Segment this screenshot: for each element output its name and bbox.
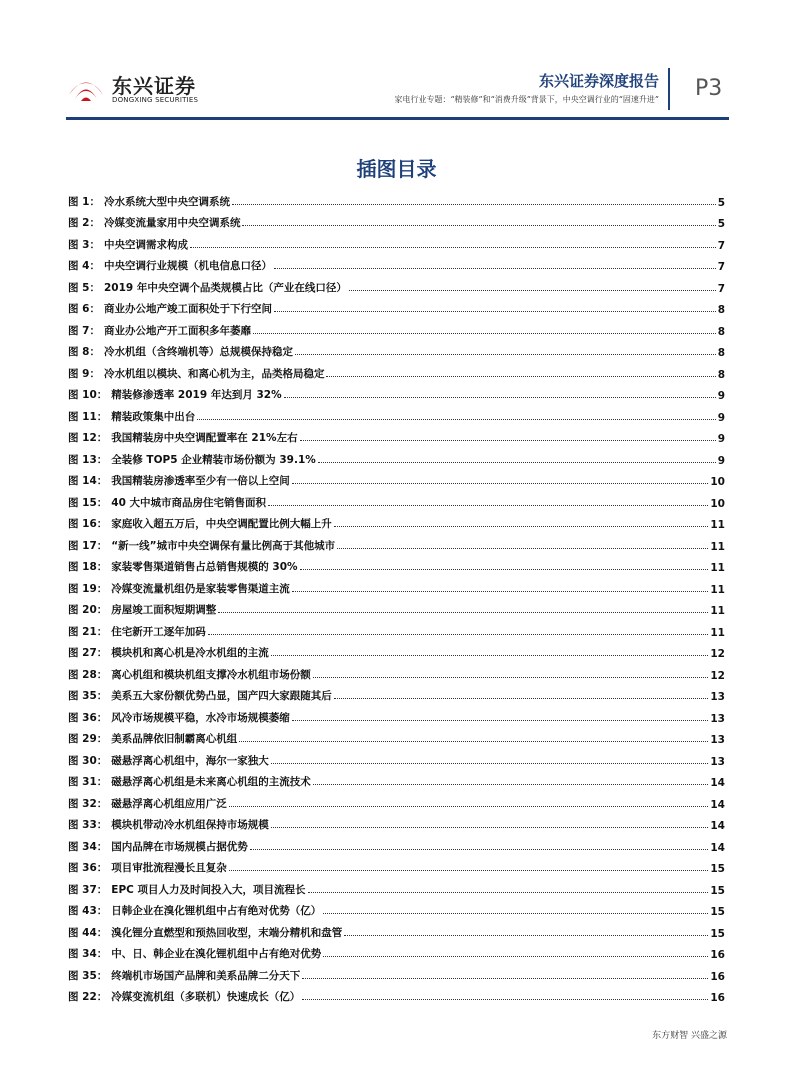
toc-entry[interactable] (68, 725, 725, 747)
dongxing-logo-icon (66, 68, 106, 102)
toc-entry[interactable] (68, 488, 725, 510)
toc-entry-label: 图 33： (68, 819, 108, 831)
toc-dot-leader (344, 935, 708, 936)
toc-dot-leader (208, 634, 709, 635)
toc-entry-title: 中央空调行业规模（机电信息口径） (103, 260, 272, 272)
toc-entry-page: 15 (710, 863, 725, 875)
toc-entry[interactable] (68, 187, 725, 209)
toc-entry-label: 图 29： (68, 733, 108, 745)
toc-entry-title: 住宅新开工逐年加码 (111, 625, 206, 638)
toc-dot-leader (274, 268, 716, 269)
toc-dot-leader (323, 956, 708, 957)
toc-entry-title: 冷水系统大型中央空调系统 (103, 195, 230, 208)
toc-entry-title: 日韩企业在溴化锂机组中占有绝对优势（亿） (111, 905, 322, 917)
toc-entry-title: 房屋竣工面积短期调整 (111, 604, 217, 616)
toc-entry-label: 图 31： (68, 776, 108, 788)
toc-dot-leader (334, 526, 709, 527)
toc-entry-label: 图 16： (68, 518, 108, 530)
toc-entry-label: 图 34： (68, 948, 108, 960)
toc-entry[interactable] (68, 467, 725, 489)
toc-entry-title: 我国精装房渗透率至少有一倍以上空间 (111, 475, 290, 487)
toc-entry-page: 15 (710, 927, 725, 940)
toc-dot-leader (334, 698, 709, 699)
toc-entry-label: 图 34： (68, 840, 108, 853)
toc-entry-page: 8 (717, 304, 725, 316)
figure-list (68, 187, 725, 1004)
toc-entry-page: 9 (717, 433, 725, 445)
toc-entry-page: 9 (717, 411, 725, 424)
toc-entry[interactable] (68, 381, 725, 403)
toc-entry-label: 图 12： (68, 432, 108, 444)
toc-entry[interactable] (68, 940, 725, 962)
toc-entry[interactable] (68, 209, 725, 231)
toc-entry-title: 国内品牌在市场规模占据优势 (111, 840, 248, 853)
toc-entry[interactable] (68, 854, 725, 876)
toc-entry-title: 冷媒变流量家用中央空调系统 (103, 217, 241, 229)
toc-entry-label: 图 4： (68, 260, 100, 272)
report-title: 东兴证券深度报告 (538, 72, 659, 90)
toc-entry[interactable] (68, 338, 725, 360)
toc-entry-page: 13 (710, 691, 725, 703)
toc-entry[interactable] (68, 230, 725, 252)
toc-entry-title: 风冷市场规模平稳，水冷市场规模萎缩 (111, 711, 290, 724)
toc-dot-leader (292, 720, 709, 721)
toc-dot-leader (300, 440, 716, 441)
toc-dot-leader (271, 655, 709, 656)
toc-entry-page: 14 (710, 777, 725, 789)
toc-entry-title: 精装政策集中出台 (111, 410, 196, 423)
toc-entry-page: 11 (710, 583, 725, 596)
toc-dot-leader (326, 376, 715, 377)
toc-entry-label: 图 6： (68, 303, 100, 315)
toc-entry[interactable] (68, 316, 725, 338)
toc-entry-label: 图 21： (68, 625, 108, 638)
toc-entry-label: 图 32： (68, 797, 108, 810)
toc-entry[interactable] (68, 252, 725, 274)
toc-dot-leader (274, 311, 716, 312)
toc-entry-page: 14 (710, 820, 725, 832)
toc-entry-title: 终端机市场国产品牌和美系品牌二分天下 (111, 969, 301, 982)
toc-dot-leader (308, 892, 709, 893)
toc-entry[interactable] (68, 768, 725, 790)
toc-dot-leader (292, 591, 709, 592)
toc-entry-page: 14 (710, 841, 725, 854)
toc-entry[interactable] (68, 660, 725, 682)
toc-entry-label: 图 2： (68, 217, 100, 229)
toc-entry-page: 13 (710, 712, 725, 725)
toc-entry-title: 家庭收入超五万后，中央空调配置比例大幅上升 (111, 518, 332, 530)
toc-entry-label: 图 22： (68, 991, 108, 1003)
toc-entry[interactable] (68, 295, 725, 317)
toc-entry-page: 12 (710, 648, 725, 660)
page-header (0, 0, 793, 122)
toc-entry-page: 9 (717, 390, 725, 402)
toc-entry-page: 14 (710, 798, 725, 811)
toc-dot-leader (292, 483, 709, 484)
toc-entry-title: 磁悬浮离心机组应用广泛 (111, 797, 227, 810)
toc-entry-title: 冷媒变流量机组仍是家装零售渠道主流 (111, 582, 290, 595)
toc-entry-title: 商业办公地产开工面积多年萎靡 (103, 324, 251, 337)
footer-slogan: 东方财智 兴盛之源 (652, 1031, 727, 1041)
toc-entry-title: 美系品牌依旧制霸离心机组 (111, 733, 238, 745)
toc-entry-page: 13 (710, 734, 725, 746)
toc-dot-leader (313, 677, 709, 678)
toc-entry-label: 图 19： (68, 582, 108, 595)
toc-dot-leader (190, 247, 716, 248)
toc-entry[interactable] (68, 510, 725, 532)
toc-entry-label: 图 37： (68, 883, 108, 896)
toc-entry-label: 图 9： (68, 367, 100, 380)
toc-dot-leader (268, 505, 708, 506)
toc-entry-label: 图 43： (68, 905, 108, 917)
toc-entry-page: 16 (710, 970, 725, 983)
toc-entry-title: 美系五大家份额优势凸显，国产四大家跟随其后 (111, 690, 332, 702)
toc-entry-page: 11 (710, 626, 725, 639)
toc-dot-leader (271, 827, 709, 828)
toc-entry-page: 13 (710, 755, 725, 768)
toc-entry-page: 8 (717, 325, 725, 338)
header-divider (668, 68, 670, 110)
toc-entry-label: 图 11： (68, 410, 108, 423)
toc-entry[interactable] (68, 832, 725, 854)
toc-entry-label: 图 35： (68, 690, 108, 702)
toc-dot-leader (197, 419, 715, 420)
toc-entry-title: 精装修渗透率 2019 年达到月 32% (111, 389, 282, 401)
toc-entry-label: 图 3： (68, 238, 100, 251)
toc-entry-title: 模块机带动冷水机组保持市场规模 (111, 819, 269, 831)
toc-entry[interactable] (68, 789, 725, 811)
toc-entry[interactable] (68, 639, 725, 661)
toc-dot-leader (284, 397, 716, 398)
toc-entry-label: 图 1： (68, 195, 100, 208)
toc-dot-leader (218, 612, 708, 613)
toc-entry-label: 图 8： (68, 346, 100, 358)
toc-dot-leader (323, 913, 708, 914)
toc-entry-page: 7 (717, 239, 725, 252)
toc-entry-label: 图 36： (68, 862, 108, 874)
toc-entry-title: 项目审批流程漫长且复杂 (111, 862, 227, 874)
toc-entry-title: 中央空调需求构成 (103, 238, 188, 251)
header-rule (66, 117, 729, 120)
toc-entry[interactable] (68, 574, 725, 596)
toc-entry-page: 15 (710, 884, 725, 897)
page-number: P3 (695, 76, 723, 101)
toc-entry[interactable] (68, 811, 725, 833)
logo-chinese-name: 东兴证券 (112, 74, 196, 98)
toc-entry-title: 冷媒变流机组（多联机）快速成长（亿） (111, 991, 301, 1003)
toc-entry-label: 图 15： (68, 496, 108, 509)
toc-entry-label: 图 30： (68, 754, 108, 767)
toc-entry-title: 全装修 TOP5 企业精装市场份额为 39.1% (111, 453, 316, 466)
toc-entry-label: 图 18： (68, 561, 108, 573)
toc-entry-title: 冷水机组（含终端机等）总规模保持稳定 (103, 346, 293, 358)
toc-entry[interactable] (68, 359, 725, 381)
toc-entry-title: 家装零售渠道销售占总销售规模的 30% (111, 561, 298, 573)
toc-entry-title: 40 大中城市商品房住宅销售面积 (111, 496, 267, 509)
toc-entry-page: 11 (710, 562, 725, 574)
toc-entry[interactable] (68, 553, 725, 575)
company-logo (66, 68, 199, 108)
report-subtitle: 家电行业专题：“精装修”和“消费升级”背景下，中央空调行业的“固速升进” (394, 95, 659, 104)
toc-entry-label: 图 13： (68, 453, 108, 466)
toc-dot-leader (313, 784, 709, 785)
toc-entry[interactable] (68, 531, 725, 553)
toc-dot-leader (302, 999, 708, 1000)
toc-entry-title: 模块机和离心机是冷水机组的主流 (111, 647, 269, 659)
toc-entry-page: 5 (717, 218, 725, 230)
toc-entry-title: “新一线”城市中央空调保有量比例高于其他城市 (111, 539, 336, 552)
toc-entry-label: 图 44： (68, 926, 108, 939)
toc-entry-page: 10 (710, 497, 725, 510)
toc-entry-title: 2019 年中央空调个品类规模占比（产业在线口径） (103, 281, 347, 294)
toc-entry[interactable] (68, 596, 725, 618)
toc-entry-page: 8 (717, 368, 725, 381)
toc-entry-title: 我国精装房中央空调配置率在 21%左右 (111, 432, 298, 444)
toc-entry[interactable] (68, 875, 725, 897)
toc-entry[interactable] (68, 703, 725, 725)
toc-entry[interactable] (68, 918, 725, 940)
toc-dot-leader (349, 290, 716, 291)
toc-entry-title: 离心机组和模块机组支撑冷水机组市场份额 (111, 668, 311, 681)
toc-dot-leader (253, 333, 716, 334)
toc-entry-page: 5 (717, 196, 725, 209)
logo-english-name: DONGXING SECURITIES (112, 96, 199, 104)
toc-dot-leader (229, 806, 709, 807)
toc-entry-page: 8 (717, 347, 725, 359)
toc-entry[interactable] (68, 424, 725, 446)
toc-entry[interactable] (68, 961, 725, 983)
toc-dot-leader (300, 569, 709, 570)
toc-entry[interactable] (68, 445, 725, 467)
toc-entry-page: 7 (717, 282, 725, 295)
toc-dot-leader (271, 763, 709, 764)
toc-entry-label: 图 27： (68, 647, 108, 659)
toc-entry-page: 10 (710, 476, 725, 488)
toc-entry-page: 11 (710, 605, 725, 617)
toc-entry-label: 图 20： (68, 604, 108, 616)
toc-dot-leader (239, 741, 708, 742)
toc-entry-title: 溴化锂分直燃型和预热回收型，末端分精机和盘管 (111, 926, 343, 939)
toc-entry-page: 16 (710, 949, 725, 961)
toc-entry[interactable] (68, 617, 725, 639)
toc-dot-leader (242, 225, 715, 226)
toc-dot-leader (302, 978, 708, 979)
toc-entry-label: 图 36： (68, 711, 108, 724)
toc-entry-title: 冷水机组以模块、和离心机为主，品类格局稳定 (103, 367, 325, 380)
toc-entry-title: EPC 项目人力及时间投入大，项目流程长 (111, 883, 306, 896)
toc-entry-page: 9 (717, 454, 725, 467)
toc-entry[interactable] (68, 273, 725, 295)
toc-entry-title: 磁悬浮离心机组是未来离心机组的主流技术 (111, 776, 311, 788)
toc-entry[interactable] (68, 983, 725, 1005)
toc-entry-title: 磁悬浮离心机组中，海尔一家独大 (111, 754, 269, 767)
toc-entry[interactable] (68, 402, 725, 424)
toc-entry-label: 图 7： (68, 324, 100, 337)
toc-dot-leader (318, 462, 716, 463)
toc-dot-leader (232, 204, 716, 205)
toc-dot-leader (229, 870, 709, 871)
toc-entry-label: 图 5： (68, 281, 100, 294)
toc-entry-page: 16 (710, 992, 725, 1004)
toc-entry-page: 15 (710, 906, 725, 918)
toc-dot-leader (337, 548, 708, 549)
toc-entry-title: 中、日、韩企业在溴化锂机组中占有绝对优势 (111, 948, 322, 960)
toc-title: 插图目录 (356, 157, 437, 181)
toc-entry-label: 图 35： (68, 969, 108, 982)
toc-entry-label: 图 17： (68, 539, 108, 552)
toc-dot-leader (250, 849, 709, 850)
toc-entry-label: 图 28： (68, 668, 108, 681)
toc-entry-label: 图 10： (68, 389, 108, 401)
toc-entry-page: 12 (710, 669, 725, 682)
toc-entry-page: 11 (710, 519, 725, 531)
toc-entry[interactable] (68, 897, 725, 919)
toc-dot-leader (295, 354, 716, 355)
toc-entry-page: 11 (710, 540, 725, 553)
toc-entry[interactable] (68, 746, 725, 768)
toc-entry[interactable] (68, 682, 725, 704)
toc-entry-label: 图 14： (68, 475, 108, 487)
toc-entry-page: 7 (717, 261, 725, 273)
toc-entry-title: 商业办公地产竣工面积处于下行空间 (103, 303, 272, 315)
